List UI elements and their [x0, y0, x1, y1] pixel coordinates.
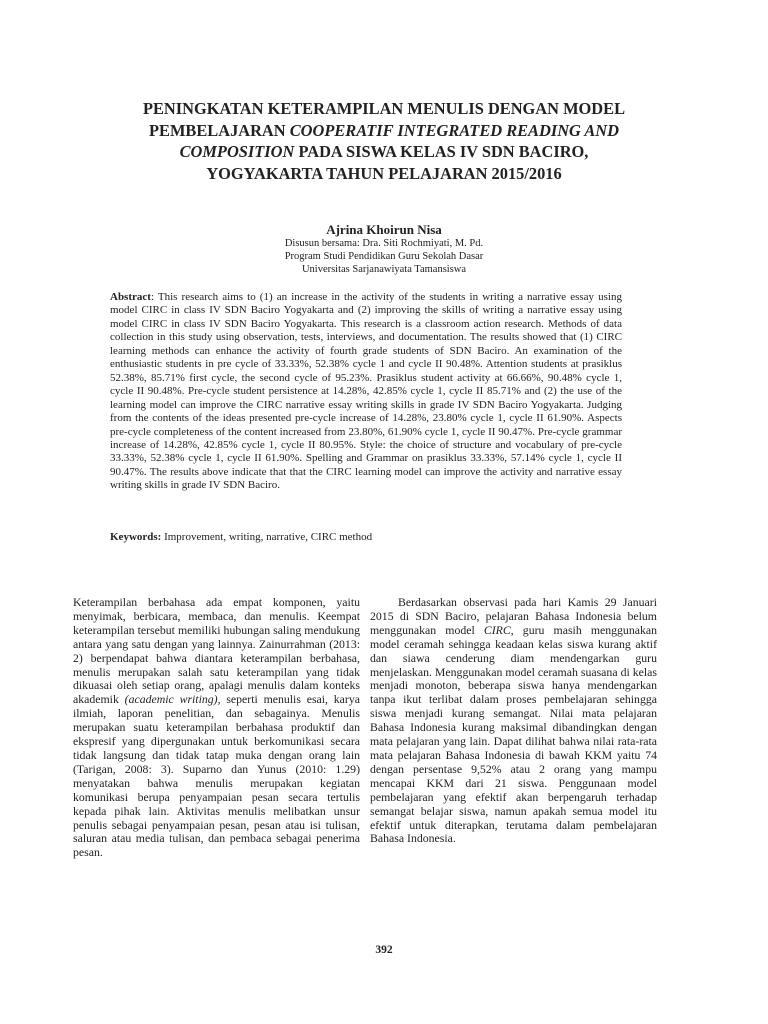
title-line-1: PENINGKATAN KETERAMPILAN MENULIS DENGAN MODEL [142, 99, 626, 118]
abstract-label: Abstract [110, 291, 151, 303]
keywords-label: Keywords: [110, 531, 162, 543]
body-column-left: Keterampilan berbahasa ada empat komponen, yaitu menyimak, berbicara, membaca, dan menulis. Keempat keterampilan tersebut memiliki hubungan saling mendukung antara yang satu dengan yang lainnya. Zainurrahman (2013: 2) berpendapat bahwa diantara keterampilan berbahasa, menulis merupakan salah satu keterampilan yang tidak dikuasai oleh setiap orang, apalagi menulis dalam konteks akademik (academic writing), seperti menulis esai, karya ilmiah, laporan penelitian, dan sebagainya. Menulis merupakan suatu keterampilan berbahasa produktif dan ekspresif yang dipergunakan untuk berkomunikasi secara tidak langsung dan tidak tatap muka dengan orang lain (Tarigan, 2008: 3). Suparno dan Yunus (2010: 1.29) menyatakan bahwa menulis merupakan kegiatan komunikasi berupa penyampaian pesan secara tertulis kepada pihak lain. Aktivitas menulis melibatkan unsur penulis sebagai penyampaian pesan, pesan atau isi tulisan, saluran atau media tulisan, dan pembaca sebagai penerima pesan. [73, 595, 360, 860]
abstract-text: : This research aims to (1) an increase in the activity of the students in writing a narrative essay using model CIRC in class IV SDN Baciro Yogyakarta and (2) improving the skills of writing a narrative essay using model CIRC in class IV SDN Baciro Yogyakarta. This research is a classroom action research. Methods of data collection in this study using observation, tests, interviews, and documentation. The results showed that (1) CIRC learning methods can enhance the activity of fourth grade students of SDN Baciro. An examination of the enthusiastic students in pre cycle of 33.33%, 52.38% cycle 1 and cycle II 90.48%. Attention students at prasiklus 52.38%, 85.71% first cycle, the second cycle of 95.23%. Prasiklus student activity at 66.66%, 90.48% cycle 1, cycle II 90.48%. Pre-cycle student persistence at 14.28%, 42.85% cycle 1, cycle II 85.71% and (2) the use of the learning model can improve the CIRC narrative essay writing skills in grade IV SDN Baciro Yogyakarta. Judging from the contents of the ideas presented pre-cycle increase of 14.28%, 23.80% cycle 1, cycle II 61.90%. Aspects pre-cycle completeness of the content increased from 23.80%, 61.90% cycle 1, cycle II 90.47%. Pre-cycle grammar increase of 14.28%, 42.85% cycle 1, cycle II 80.95%. Style: the choice of structure and vocabulary of pre-cycle 33.33%, 52.38% cycle 1, cycle II 61.90%. Spelling and Grammar on prasiklus 33.33%, 57.14% cycle 1, cycle II 90.47%. The results above indicate that that the CIRC learning model can improve the activity and narrative essay writing skills in grade IV SDN Baciro. [110, 291, 622, 492]
title-italic-composition: COMPOSITION [179, 142, 295, 161]
title-italic-method: COOPERATIF INTEGRATED READING AND [289, 120, 619, 140]
page-number: 392 [375, 944, 393, 956]
author-name: Ajrina Khoirun Nisa [326, 222, 442, 237]
author-affiliation [0, 238, 768, 276]
program-line: Program Studi Pendidikan Guru Sekolah Dasar [284, 250, 484, 262]
body-column-right: Berdasarkan observasi pada hari Kamis 29 Januari 2015 di SDN Baciro, pelajaran Bahasa Indonesia belum menggunakan model CIRC, guru masih menggunakan model ceramah sehingga keadaan kelas siswa kurang aktif dan siawa cenderung diam mendengarkan guru menjelaskan. Menggunakan model ceramah suasana di kelas menjadi monoton, beberapa siswa hanya mendengarkan tanpa ikut terlibat dalam proses pembelajaran sehingga siswa menjadi kurang semangat. Nilai mata pelajaran Bahasa Indonesia kurang maksimal dibandingkan dengan mata pelajaran yang lain. Dapat dilihat bahwa nilai rata-rata mata pelajaran Bahasa Indonesia di bawah KKM yaitu 74 dengan persentase 9,52% atau 2 orang yang mampu mencapai KKM dari 21 siswa. Penggunaan model pembelajaran yang efektif akan berpengaruh terhadap semangat belajar siswa, namun apakah semua model itu efektif untuk diterapkan, terutama dalam pembelajaran Bahasa Indonesia. [370, 595, 657, 846]
keywords [110, 531, 622, 544]
circ-term: CIRC [483, 622, 511, 637]
title-line-4: YOGYAKARTA TAHUN PELAJARAN 2015/2016 [206, 163, 562, 183]
academic-writing-term: (academic writing) [124, 692, 218, 707]
title-line-2: PEMBELAJARAN COOPERATIF INTEGRATED READING AND [149, 120, 619, 140]
paper-title [95, 98, 673, 184]
university-line: Universitas Sarjanawiyata Tamansiswa [301, 263, 467, 275]
keywords-text: Improvement, writing, narrative, CIRC method [161, 531, 373, 543]
title-line-3: COMPOSITION PADA SISWA KELAS IV SDN BACIRO, [179, 142, 589, 161]
abstract [110, 291, 622, 493]
cowriter-line: Disusun bersama: Dra. Siti Rochmiyati, M. Pd. [284, 238, 484, 249]
